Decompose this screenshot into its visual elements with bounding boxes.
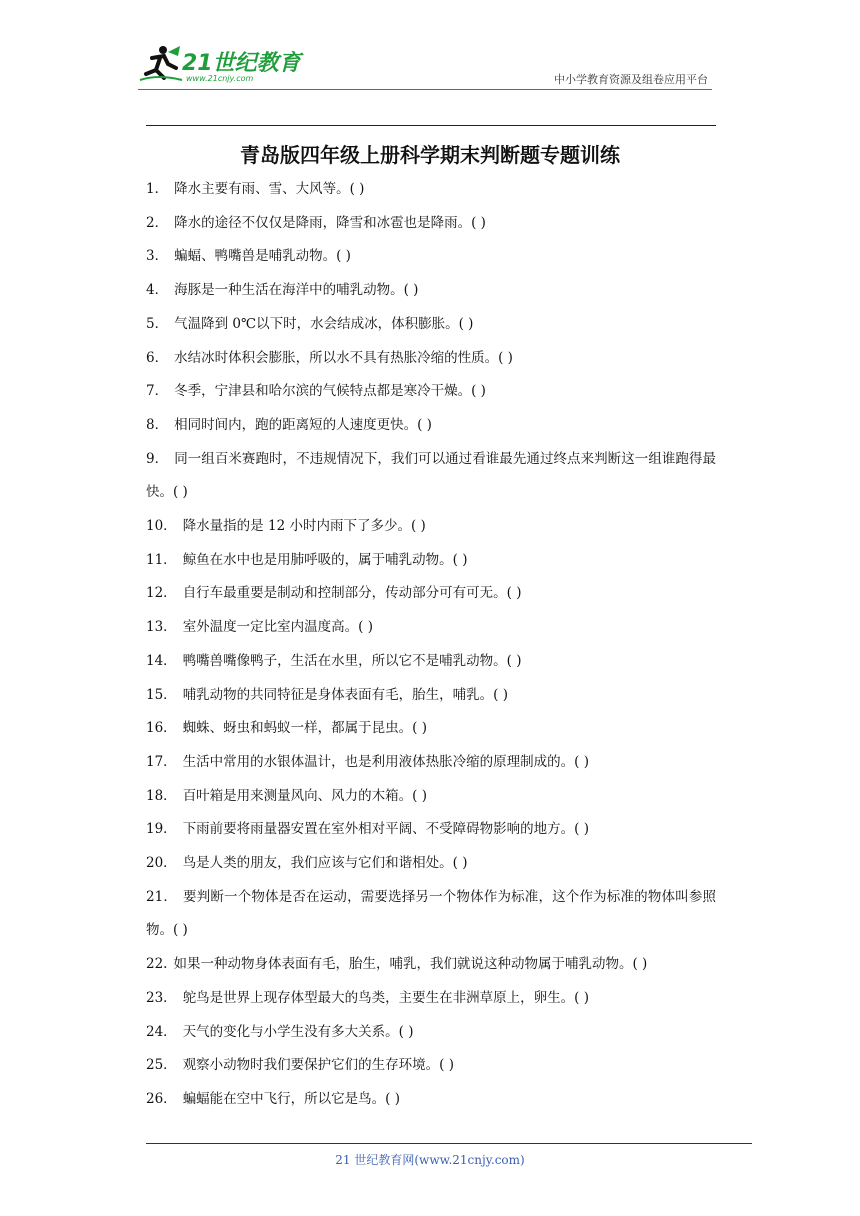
question-number: 5．: [146, 315, 169, 332]
question-number: 25．: [146, 1057, 177, 1074]
question-number: 26．: [146, 1090, 177, 1107]
question-number: 14．: [146, 652, 177, 669]
question-text: 蝙蝠能在空中飞行，所以它是鸟。( ): [182, 1090, 401, 1107]
question-item: [146, 847, 716, 881]
question-text: 鸟是人类的朋友，我们应该与它们和谐相处。( ): [182, 855, 468, 872]
question-text: 百叶箱是用来测量风向、风力的木箱。( ): [182, 787, 428, 804]
header-divider: [138, 89, 712, 90]
question-item: [146, 409, 716, 443]
question-number: 24．: [146, 1023, 177, 1040]
question-text: 相同时间内，跑的距离短的人速度更快。( ): [174, 416, 432, 433]
question-number: 7．: [146, 383, 169, 400]
question-text: 降水的途径不仅仅是降雨，降雪和冰雹也是降雨。( ): [174, 214, 486, 231]
question-text: 要判断一个物体是否在运动，需要选择另一个物体作为标准，这个作为标准的物体叫参照物。( ): [146, 888, 717, 939]
question-item: [146, 712, 716, 746]
question-text: 生活中常用的水银体温计，也是利用液体热胀冷缩的原理制成的。( ): [182, 753, 590, 770]
page-title: 青岛版四年级上册科学期末判断题专题训练: [240, 143, 620, 167]
question-item: [146, 881, 716, 948]
question-number: 15．: [146, 686, 177, 703]
question-number: 17．: [146, 753, 177, 770]
question-number: 19．: [146, 821, 177, 838]
question-item: [146, 813, 716, 847]
logo-url: www.21cnjy.com: [186, 74, 254, 83]
question-text: 观察小动物时我们要保护它们的生存环境。( ): [182, 1057, 455, 1074]
question-text: 鲸鱼在水中也是用肺呼吸的，属于哺乳动物。( ): [182, 551, 468, 568]
question-number: 11．: [146, 551, 177, 568]
question-text: 蜘蛛、蚜虫和蚂蚁一样，都属于昆虫。( ): [182, 720, 428, 737]
question-item: [146, 746, 716, 780]
title-divider: [146, 125, 716, 126]
question-number: 22.: [146, 956, 168, 973]
question-text: 下雨前要将雨量器安置在室外相对平阔、不受障碍物影响的地方。( ): [182, 821, 590, 838]
question-number: 4．: [146, 282, 169, 299]
question-text: 天气的变化与小学生没有多大关系。( ): [182, 1023, 414, 1040]
question-number: 1．: [146, 181, 169, 197]
question-number: 12．: [146, 585, 177, 602]
question-item: [146, 308, 716, 342]
question-number: 8．: [146, 416, 169, 433]
question-text: 冬季，宁津县和哈尔滨的气候特点都是寒冷干燥。( ): [174, 383, 486, 400]
question-text: 如果一种动物身体表面有毛，胎生，哺乳，我们就说这种动物属于哺乳动物。( ): [173, 956, 648, 973]
question-item: [146, 375, 716, 409]
question-item: [146, 207, 716, 241]
question-item: [146, 443, 716, 510]
question-number: 18．: [146, 787, 177, 804]
question-item: [146, 510, 716, 544]
question-item: [146, 948, 716, 982]
question-list: [146, 173, 716, 1117]
question-text: 鸵鸟是世界上现存体型最大的鸟类，主要生在非洲草原上，卵生。( ): [182, 989, 590, 1006]
question-item: [146, 679, 716, 713]
question-item: [146, 274, 716, 308]
question-item: [146, 1083, 716, 1117]
question-number: 10．: [146, 518, 177, 535]
question-item: [146, 342, 716, 376]
question-item: [146, 645, 716, 679]
site-logo: [138, 40, 318, 92]
question-text: 自行车最重要是制动和控制部分，传动部分可有可无。( ): [182, 585, 522, 602]
question-text: 蝙蝠、鸭嘴兽是哺乳动物。( ): [174, 248, 351, 265]
question-item: [146, 780, 716, 814]
question-text: 降水主要有雨、雪、大风等。( ): [174, 181, 365, 197]
header-platform-name: 中小学教育资源及组卷应用平台: [554, 73, 708, 86]
question-number: 20．: [146, 855, 177, 872]
question-text: 哺乳动物的共同特征是身体表面有毛，胎生，哺乳。( ): [182, 686, 509, 703]
question-item: [146, 173, 716, 207]
runner-logo-icon: [138, 44, 184, 84]
question-text: 室外温度一定比室内温度高。( ): [182, 619, 374, 636]
question-number: 16．: [146, 720, 177, 737]
question-item: [146, 982, 716, 1016]
footer-divider: [146, 1143, 752, 1144]
logo-text: 21世纪教育: [182, 51, 301, 76]
question-item: [146, 577, 716, 611]
question-number: 9．: [146, 450, 169, 467]
question-item: [146, 544, 716, 578]
question-text: 海豚是一种生活在海洋中的哺乳动物。( ): [174, 282, 419, 299]
question-number: 23．: [146, 989, 177, 1006]
question-number: 13．: [146, 619, 177, 636]
question-item: [146, 1049, 716, 1083]
question-number: 6．: [146, 349, 169, 366]
question-item: [146, 1016, 716, 1050]
question-text: 气温降到 0℃以下时，水会结成冰，体积膨胀。( ): [174, 315, 474, 332]
question-text: 降水量指的是 12 小时内雨下了多少。( ): [182, 518, 426, 535]
question-number: 3．: [146, 248, 169, 265]
question-number: 2．: [146, 214, 169, 231]
question-text: 同一组百米赛跑时，不违规情况下，我们可以通过看谁最先通过终点来判断这一组谁跑得最快。( ): [146, 450, 716, 501]
question-text: 水结冰时体积会膨胀，所以水不具有热胀冷缩的性质。( ): [174, 349, 513, 366]
question-text: 鸭嘴兽嘴像鸭子，生活在水里，所以它不是哺乳动物。( ): [182, 652, 522, 669]
question-number: 21．: [146, 888, 178, 905]
question-item: [146, 611, 716, 645]
question-item: [146, 240, 716, 274]
footer-link[interactable]: 21 世纪教育网(www.21cnjy.com): [335, 1153, 525, 1167]
